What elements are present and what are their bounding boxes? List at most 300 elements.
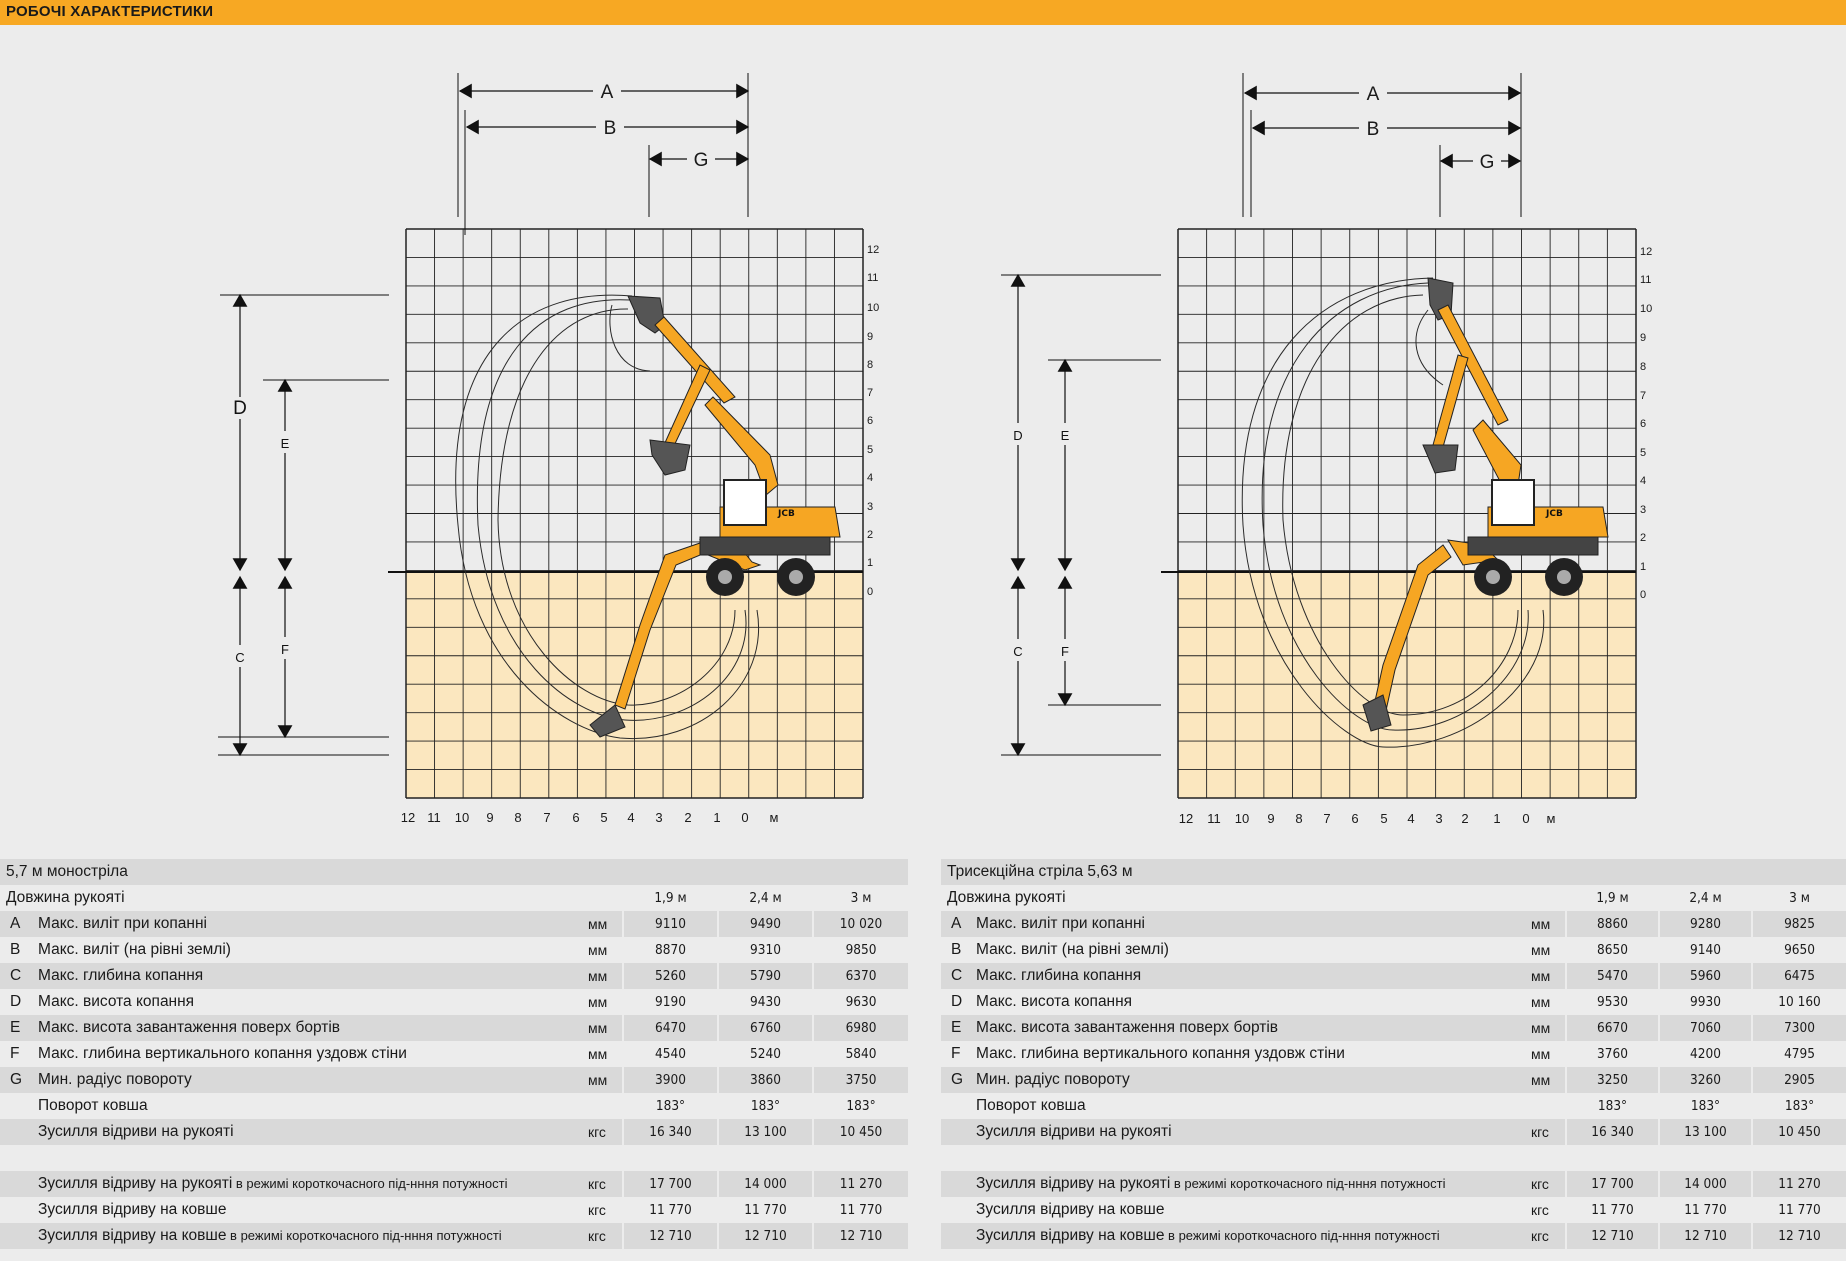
row-unit: кгс [588, 1197, 623, 1223]
row-unit [588, 1145, 623, 1171]
row-letter: D [0, 989, 38, 1015]
row-unit: мм [588, 1067, 623, 1093]
row-label-cell [976, 937, 1531, 963]
row-letter [941, 1145, 976, 1171]
y-tick-label: 6 [1640, 418, 1647, 430]
row-value: 183° [1659, 1093, 1752, 1119]
section-header [0, 0, 1846, 25]
x-tick-label: 11 [427, 810, 441, 825]
row-label: Макс. виліт при копанні [38, 915, 207, 932]
table-row [0, 1171, 908, 1197]
x-tick-label: 4 [627, 810, 635, 825]
row-value: 13 100 [718, 1119, 813, 1145]
y-tick-label: 4 [867, 472, 874, 484]
x-tick-label: 9 [486, 810, 494, 825]
row-label-cell [38, 1171, 588, 1197]
row-value: 12 710 [623, 1223, 718, 1249]
row-label-cell [38, 1041, 588, 1067]
row-label: Макс. глибина вертикального копання уздовж стіни [976, 1045, 1345, 1062]
y-tick-label: 10 [1640, 303, 1653, 315]
y-tick-label: 8 [867, 359, 874, 371]
row-value: 5470 [1566, 963, 1659, 989]
row-value: 3250 [1566, 1067, 1659, 1093]
row-letter [941, 1119, 976, 1145]
y-tick-label: 6 [867, 415, 874, 427]
y-tick-label: 7 [867, 387, 874, 399]
row-unit: мм [588, 963, 623, 989]
row-value: 5240 [718, 1041, 813, 1067]
y-tick-label: 10 [867, 302, 880, 314]
row-value: 8860 [1566, 911, 1659, 937]
x-tick-label: 0 [741, 810, 749, 825]
table-row [0, 937, 908, 963]
x-tick-label: 6 [572, 810, 580, 825]
row-value: 11 770 [1566, 1197, 1659, 1223]
column-header: 1,9 м [623, 885, 718, 911]
row-letter [941, 1197, 976, 1223]
row-value: 2905 [1752, 1067, 1846, 1093]
x-tick-label: 5 [1380, 811, 1388, 826]
x-tick-label: м [769, 810, 779, 825]
row-label: Макс. глибина вертикального копання уздовж стіни [38, 1045, 407, 1062]
column-header: 2,4 м [718, 885, 813, 911]
row-unit: кгс [1531, 1171, 1566, 1197]
row-label: Макс. виліт (на рівні землі) [976, 941, 1169, 958]
row-letter: F [941, 1041, 976, 1067]
row-value: 11 770 [1659, 1197, 1752, 1223]
table-row [941, 1171, 1846, 1197]
row-value: 10 020 [813, 911, 908, 937]
row-letter: E [941, 1015, 976, 1041]
table-row [941, 1041, 1846, 1067]
y-tick-label: 9 [1640, 332, 1647, 344]
row-unit: кгс [588, 1119, 623, 1145]
x-tick-label: 8 [1295, 811, 1303, 826]
x-tick-label: 10 [454, 810, 470, 825]
dimension-arrow [460, 85, 471, 98]
dimension-arrow [737, 85, 748, 98]
row-label-cell [976, 1119, 1531, 1145]
y-tick-label: 0 [867, 586, 874, 598]
row-label-cell [976, 1093, 1531, 1119]
row-label-cell [38, 989, 588, 1015]
row-label: Зусилля відриву на ковше [976, 1227, 1165, 1244]
row-value: 8650 [1566, 937, 1659, 963]
row-letter: A [941, 911, 976, 937]
row-value [1659, 1145, 1752, 1171]
row-value: 5840 [813, 1041, 908, 1067]
row-value: 3760 [1566, 1041, 1659, 1067]
table-row [941, 1067, 1846, 1093]
row-value: 5260 [623, 963, 718, 989]
row-label-cell [38, 1067, 588, 1093]
row-value: 11 270 [1752, 1171, 1846, 1197]
row-value: 9850 [813, 937, 908, 963]
x-tick-label: 5 [600, 810, 608, 825]
row-value: 12 710 [1566, 1223, 1659, 1249]
table-row [941, 1093, 1846, 1119]
dimension-arrow [234, 295, 247, 306]
row-value: 10 450 [1752, 1119, 1846, 1145]
row-label-note: в режимі короткочасного під-нння потужності [1164, 1228, 1440, 1243]
y-tick-label: 5 [867, 444, 874, 456]
row-value: 6670 [1566, 1015, 1659, 1041]
row-letter: G [0, 1067, 38, 1093]
row-value: 9430 [718, 989, 813, 1015]
table-row [941, 911, 1846, 937]
dimension-arrow [650, 153, 661, 166]
row-label-cell [976, 963, 1531, 989]
row-value: 14 000 [1659, 1171, 1752, 1197]
row-unit: кгс [1531, 1223, 1566, 1249]
row-value: 14 000 [718, 1171, 813, 1197]
table-row [0, 1067, 908, 1093]
row-label-cell [38, 1119, 588, 1145]
dimension-label-F: F [1061, 644, 1069, 659]
row-value: 183° [623, 1093, 718, 1119]
table-header-row [941, 885, 1846, 911]
row-letter: C [941, 963, 976, 989]
row-value: 6370 [813, 963, 908, 989]
row-value: 8870 [623, 937, 718, 963]
x-tick-label: 12 [400, 810, 416, 825]
dimension-label-D: D [1013, 428, 1023, 443]
dimension-arrow [1059, 559, 1072, 570]
dimension-arrow [234, 577, 247, 588]
y-tick-label: 3 [867, 501, 874, 513]
y-tick-label: 12 [867, 244, 880, 256]
x-tick-label: 3 [1435, 811, 1443, 826]
row-label-cell [976, 1223, 1531, 1249]
row-value: 6470 [623, 1015, 718, 1041]
row-unit [588, 1093, 623, 1119]
row-label-cell [976, 1041, 1531, 1067]
row-value: 3750 [813, 1067, 908, 1093]
row-letter: B [0, 937, 38, 963]
dimension-label-A: A [1366, 84, 1380, 105]
machine-logo: JCB [1546, 509, 1563, 519]
row-letter [0, 1145, 38, 1171]
dimension-label-G: G [693, 150, 709, 171]
row-label: Мин. радіус повороту [976, 1071, 1130, 1088]
row-value: 9110 [623, 911, 718, 937]
row-unit: мм [1531, 937, 1566, 963]
row-value: 12 710 [1752, 1223, 1846, 1249]
x-tick-label: 3 [655, 810, 663, 825]
row-value: 9140 [1659, 937, 1752, 963]
table-row [941, 1223, 1846, 1249]
row-unit: мм [1531, 911, 1566, 937]
row-value: 12 710 [813, 1223, 908, 1249]
row-unit: мм [1531, 1015, 1566, 1041]
row-label-cell [976, 1015, 1531, 1041]
row-unit: мм [1531, 1041, 1566, 1067]
dimension-label-C: C [235, 650, 245, 665]
dimension-arrow [1441, 155, 1452, 168]
row-value: 11 770 [623, 1197, 718, 1223]
handle-length-label: Довжина рукояті [0, 885, 623, 911]
working-range-diagram-triple-boom [923, 25, 1846, 845]
x-tick-label: 2 [684, 810, 692, 825]
row-unit: мм [588, 989, 623, 1015]
row-label-cell [38, 1145, 588, 1171]
row-label-cell [976, 989, 1531, 1015]
row-label-cell [976, 1197, 1531, 1223]
row-value: 16 340 [1566, 1119, 1659, 1145]
row-value [813, 1145, 908, 1171]
row-unit: мм [588, 911, 623, 937]
y-tick-label: 2 [1640, 532, 1647, 544]
row-label: Зусилля відриву на ковше [976, 1201, 1165, 1218]
row-value: 183° [1566, 1093, 1659, 1119]
row-unit: мм [588, 1015, 623, 1041]
x-tick-label: 8 [514, 810, 522, 825]
row-value: 9930 [1659, 989, 1752, 1015]
row-unit: мм [588, 937, 623, 963]
row-letter: D [941, 989, 976, 1015]
row-value: 17 700 [1566, 1171, 1659, 1197]
row-value: 3860 [718, 1067, 813, 1093]
row-value [1752, 1145, 1846, 1171]
dimension-arrow [1059, 360, 1072, 371]
y-tick-label: 11 [1640, 274, 1652, 286]
x-tick-label: 2 [1461, 811, 1469, 826]
dimension-arrow [1509, 87, 1520, 100]
row-unit: кгс [1531, 1197, 1566, 1223]
row-value: 9650 [1752, 937, 1846, 963]
table-row [941, 1145, 1846, 1171]
y-tick-label: 4 [1640, 475, 1647, 487]
x-tick-label: 9 [1267, 811, 1275, 826]
y-tick-label: 2 [867, 529, 874, 541]
table-row [941, 937, 1846, 963]
y-tick-label: 1 [1640, 561, 1647, 573]
row-label: Макс. глибина копання [976, 967, 1142, 984]
row-label: Макс. висота копання [38, 993, 195, 1010]
x-tick-label: 0 [1522, 811, 1530, 826]
dimension-label-E: E [280, 436, 290, 451]
y-tick-label: 0 [1640, 589, 1647, 601]
dimension-arrow [234, 559, 247, 570]
dimension-arrow [1012, 559, 1025, 570]
x-tick-label: 12 [1178, 811, 1194, 826]
x-tick-label: 1 [713, 810, 721, 825]
row-value: 6475 [1752, 963, 1846, 989]
y-tick-label: 11 [867, 272, 879, 284]
dimension-arrow [737, 121, 748, 134]
x-tick-label: 10 [1234, 811, 1250, 826]
specs-table-mono-boom [0, 859, 908, 1249]
row-label-cell [38, 911, 588, 937]
row-value: 9490 [718, 911, 813, 937]
row-value: 4795 [1752, 1041, 1846, 1067]
dimension-arrow [279, 380, 292, 391]
row-value: 5790 [718, 963, 813, 989]
table-title-row [941, 859, 1846, 885]
row-letter [0, 1093, 38, 1119]
row-value: 11 770 [718, 1197, 813, 1223]
row-letter [941, 1223, 976, 1249]
x-tick-label: 11 [1207, 811, 1221, 826]
row-value [718, 1145, 813, 1171]
row-value: 9630 [813, 989, 908, 1015]
row-label-cell [976, 1145, 1531, 1171]
row-letter: F [0, 1041, 38, 1067]
row-value: 3900 [623, 1067, 718, 1093]
row-value: 13 100 [1659, 1119, 1752, 1145]
table-row [0, 1145, 908, 1171]
dimension-label-D: D [233, 398, 247, 419]
table-row [941, 989, 1846, 1015]
dimension-label-C: C [1013, 644, 1023, 659]
dimension-arrow [1509, 155, 1520, 168]
column-header: 2,4 м [1659, 885, 1752, 911]
table-row [941, 1119, 1846, 1145]
table-row [941, 1197, 1846, 1223]
dimension-arrow [1059, 577, 1072, 588]
row-label: Макс. глибина копання [38, 967, 204, 984]
dimension-arrow [1012, 275, 1025, 286]
row-label: Зусилля відриву на рукояті [38, 1175, 233, 1192]
row-label-note: в режимі короткочасного під-нння потужності [226, 1228, 502, 1243]
table-row [0, 963, 908, 989]
y-tick-label: 1 [867, 557, 874, 569]
x-tick-label: 4 [1407, 811, 1415, 826]
y-tick-label: 7 [1640, 390, 1647, 402]
row-unit: мм [1531, 1067, 1566, 1093]
boom-title: 5,7 м моностріла [0, 859, 908, 885]
row-value: 11 270 [813, 1171, 908, 1197]
row-label: Зусилля відриву на рукояті [976, 1175, 1171, 1192]
row-letter [941, 1171, 976, 1197]
row-letter: G [941, 1067, 976, 1093]
row-value: 9825 [1752, 911, 1846, 937]
row-label: Зусилля відриви на рукояті [976, 1123, 1172, 1140]
dimension-label-F: F [281, 642, 289, 657]
row-unit [1531, 1145, 1566, 1171]
row-label-cell [38, 1197, 588, 1223]
machine-logo: JCB [778, 509, 795, 519]
dimension-arrow [279, 577, 292, 588]
column-header: 3 м [1752, 885, 1846, 911]
row-value: 6760 [718, 1015, 813, 1041]
row-letter [0, 1197, 38, 1223]
specs-table-triple-boom [941, 859, 1846, 1249]
row-value: 4200 [1659, 1041, 1752, 1067]
x-tick-label: м [1546, 811, 1556, 826]
x-tick-label: 1 [1493, 811, 1501, 826]
row-label-cell [38, 1015, 588, 1041]
row-letter [0, 1119, 38, 1145]
table-row [0, 1041, 908, 1067]
dimension-label-B: B [1366, 119, 1380, 140]
row-value: 3260 [1659, 1067, 1752, 1093]
row-value: 10 450 [813, 1119, 908, 1145]
row-label-cell [976, 1171, 1531, 1197]
section-title: РОБОЧІ ХАРАКТЕРИСТИКИ [6, 3, 214, 20]
row-value: 12 710 [1659, 1223, 1752, 1249]
row-label-note: в режимі короткочасного під-нння потужності [232, 1176, 508, 1191]
dimension-arrow [1012, 744, 1025, 755]
y-tick-label: 8 [1640, 361, 1647, 373]
boom-title: Трисекційна стріла 5,63 м [941, 859, 1846, 885]
row-value [1566, 1145, 1659, 1171]
row-letter [0, 1171, 38, 1197]
row-value: 17 700 [623, 1171, 718, 1197]
dimension-arrow [1245, 87, 1256, 100]
dimension-arrow [1253, 122, 1264, 135]
row-value: 9310 [718, 937, 813, 963]
row-label-cell [38, 963, 588, 989]
table-row [941, 1015, 1846, 1041]
row-letter [941, 1093, 976, 1119]
row-value: 7060 [1659, 1015, 1752, 1041]
handle-length-label: Довжина рукояті [941, 885, 1566, 911]
dimension-label-B: B [603, 118, 617, 139]
table-title-row [0, 859, 908, 885]
row-label: Поворот ковша [976, 1097, 1086, 1114]
row-unit: мм [1531, 989, 1566, 1015]
row-label-note: в режимі короткочасного під-нння потужності [1170, 1176, 1446, 1191]
row-value: 16 340 [623, 1119, 718, 1145]
row-label-cell [38, 937, 588, 963]
table-row [0, 1119, 908, 1145]
table-row [0, 989, 908, 1015]
table-header-row [0, 885, 908, 911]
column-header: 3 м [813, 885, 908, 911]
row-label-cell [38, 1223, 588, 1249]
row-unit: кгс [588, 1171, 623, 1197]
row-label: Мин. радіус повороту [38, 1071, 192, 1088]
row-unit [1531, 1093, 1566, 1119]
row-unit: мм [1531, 963, 1566, 989]
row-label: Макс. висота копання [976, 993, 1133, 1010]
dimension-arrow [737, 153, 748, 166]
table-row [0, 1015, 908, 1041]
table-row [0, 1223, 908, 1249]
row-label: Зусилля відриви на рукояті [38, 1123, 234, 1140]
row-value: 4540 [623, 1041, 718, 1067]
dimension-arrow [234, 744, 247, 755]
row-label: Зусилля відриву на ковше [38, 1201, 227, 1218]
row-label: Поворот ковша [38, 1097, 148, 1114]
row-label-cell [38, 1093, 588, 1119]
row-value: 12 710 [718, 1223, 813, 1249]
y-tick-label: 5 [1640, 447, 1647, 459]
row-value: 9530 [1566, 989, 1659, 1015]
row-label: Макс. виліт при копанні [976, 915, 1145, 932]
dimension-label-E: E [1060, 428, 1070, 443]
row-letter: C [0, 963, 38, 989]
row-label: Зусилля відриву на ковше [38, 1227, 227, 1244]
working-range-diagram-mono-boom [0, 25, 923, 845]
dimension-arrow [467, 121, 478, 134]
table-row [0, 1197, 908, 1223]
row-unit: мм [588, 1041, 623, 1067]
row-letter: E [0, 1015, 38, 1041]
column-header: 1,9 м [1566, 885, 1659, 911]
row-unit: кгс [588, 1223, 623, 1249]
row-letter: A [0, 911, 38, 937]
row-label: Макс. висота завантаження поверх бортів [38, 1019, 341, 1036]
row-letter: B [941, 937, 976, 963]
x-tick-label: 7 [543, 810, 551, 825]
y-tick-label: 9 [867, 331, 874, 343]
row-value: 6980 [813, 1015, 908, 1041]
row-value: 183° [813, 1093, 908, 1119]
row-value: 183° [1752, 1093, 1846, 1119]
dimension-label-G: G [1479, 152, 1495, 173]
